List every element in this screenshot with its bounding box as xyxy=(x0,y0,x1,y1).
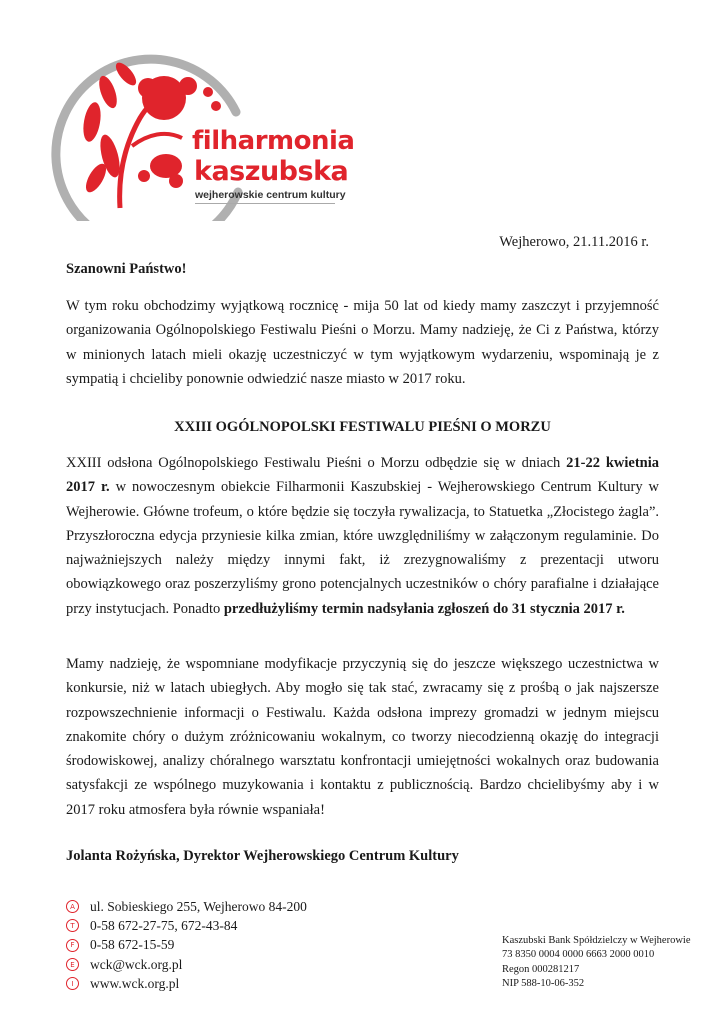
festival-deadline: przedłużyliśmy termin nadsyłania zgłoszeń do 31 stycznia 2017 r. xyxy=(223,600,625,617)
contact-address xyxy=(66,897,307,916)
festival-text-start: XXIII odsłona Ogólnopolskiego Festiwalu Pieśni o Morzu odbędzie się w dniach xyxy=(66,455,567,471)
festival-heading: XXIII OGÓLNOPOLSKI FESTIWALU PIEŚNI O MORZU xyxy=(174,419,551,435)
fax-icon: F xyxy=(66,939,79,952)
bank-account: 73 8350 0004 0000 6663 2000 0010 xyxy=(502,949,655,961)
salutation: Szanowni Państwo! xyxy=(66,261,187,277)
festival-text-middle: w nowoczesnym obiekcie Filharmonii Kaszubskiej - Wejherowskiego Centrum Kultury w Wejherowie. Główne trofeum, o które będzie się toczyła rywalizacja, to Statuetka „Złocistego żagla”. Przyszłoroczna edycja przyniesie kilka zmian, które uwzględniliśmy w załączonym regulaminie. Do najważniejszych należy między innymi fakt, iż zrezygnowaliśmy z prezentacji utworu obowiązkowego oraz poszerzyliśmy grono potencjalnych uczestników o chóry parafialne i działające przy instytucjach. Ponadto xyxy=(66,479,659,617)
logo-title-filharmonia: filharmonia xyxy=(192,126,355,156)
contact-phone-text: 0-58 672-27-75, 672-43-84 xyxy=(90,917,238,933)
paragraph-intro: W tym roku obchodzimy wyjątkową rocznicę - mija 50 lat od kiedy mamy zaszczyt i przyjemność organizowania Ogólnopolskiego Festiwalu Pieśni o Morzu. Mamy nadzieję, że Ci z Państwa, którzy w minionych latach mieli okazję uczestniczyć w tym wyjątkowym wydarzeniu, wspominają je z sympatią i chcieliby ponownie odwiedzić nasze miasto w 2017 roku. xyxy=(66,298,659,387)
bank-name: Kaszubski Bank Spółdzielczy w Wejherowie xyxy=(502,935,691,946)
contact-website xyxy=(66,974,307,993)
signature: Jolanta Rożyńska, Dyrektor Wejherowskiego Centrum Kultury xyxy=(66,848,459,864)
internet-icon: I xyxy=(66,977,79,990)
contact-email-text[interactable]: wck@wck.org.pl xyxy=(90,956,183,972)
email-icon: E xyxy=(66,958,79,971)
address-icon: A xyxy=(66,900,79,913)
festival-dates: 21-22 kwietnia 2017 r. xyxy=(66,455,659,496)
bank-nip: NIP 588-10-06-352 xyxy=(502,977,585,989)
logo-title-kaszubska: kaszubska xyxy=(194,156,349,187)
contact-fax-text: 0-58 672-15-59 xyxy=(90,937,175,953)
contact-phone xyxy=(66,916,307,935)
bank-regon: Regon 000281217 xyxy=(502,963,580,975)
contact-list xyxy=(66,897,307,993)
contact-website-text[interactable]: www.wck.org.pl xyxy=(90,975,180,991)
paragraph-appeal: Mamy nadzieję, że wspomniane modyfikacje przyczynią się do jeszcze większego uczestnictwa w konkursie, niż w latach ubiegłych. Aby mogło się tak stać, zwracamy się z prośbą o jak najszersze rozpowszechnienie informacji o Festiwalu. Każda odsłona imprezy gromadzi w jednym miejscu znakomite chóry o dużym zróżnicowaniu wokalnym, co tworzy niecodzienną okazję do integracji środowiskowej, analizy chóralnego warsztatu konfrontacji umiejętności wokalnych oraz budowania satysfakcji ze wspólnego muzykowania i kontaktu z publicznością. Bardzo chcielibyśmy aby i w 2017 roku atmosfera była równie wspaniała! xyxy=(66,656,659,818)
contact-fax xyxy=(66,936,307,955)
letter-date: Wejherowo, 21.11.2016 r. xyxy=(499,234,649,250)
paragraph-festival xyxy=(66,451,659,621)
logo-divider xyxy=(195,203,335,204)
contact-address-text: ul. Sobieskiego 255, Wejherowo 84-200 xyxy=(90,898,307,914)
phone-icon: T xyxy=(66,919,79,932)
logo xyxy=(48,26,355,221)
contact-email xyxy=(66,955,307,974)
logo-subtitle: wejherowskie centrum kultury xyxy=(195,189,346,201)
bank-details xyxy=(502,934,691,991)
